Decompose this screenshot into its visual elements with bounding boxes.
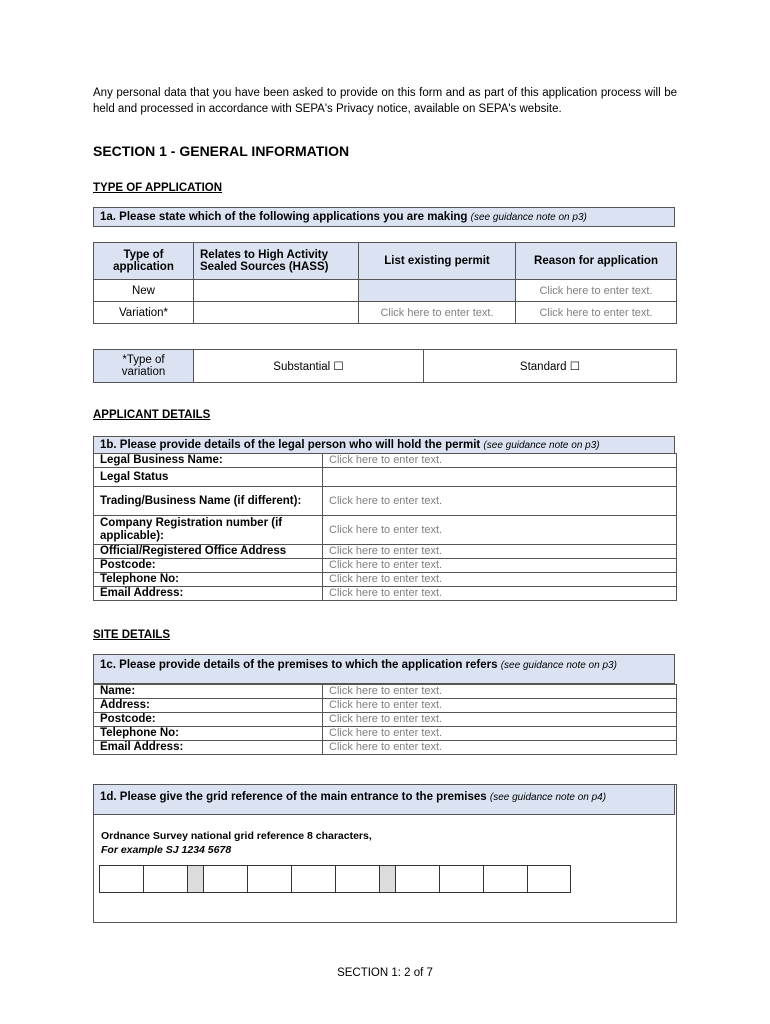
substantial-checkbox[interactable]: Substantial ☐	[194, 350, 424, 383]
row-label: Legal Business Name:	[94, 454, 323, 468]
row-label: Official/Registered Office Address	[94, 545, 323, 559]
site-email-field[interactable]: Click here to enter text.	[323, 741, 677, 755]
grid-cell[interactable]	[483, 865, 527, 893]
table-row	[94, 699, 677, 713]
table-row	[94, 685, 677, 699]
privacy-notice: Any personal data that you have been asked to provide on this form and as part of this application process will be held and processed in accordance with SEPA's Privacy notice, available on SEPA's website.	[93, 87, 677, 115]
grid-cell[interactable]	[291, 865, 335, 893]
table-row	[94, 559, 677, 573]
permit-new-cell	[359, 280, 516, 302]
grid-separator	[379, 865, 395, 893]
type-new: New	[94, 280, 194, 302]
row-label: Legal Status	[94, 468, 323, 487]
grid-cell[interactable]	[335, 865, 379, 893]
site-telephone-field[interactable]: Click here to enter text.	[323, 727, 677, 741]
table-row	[94, 487, 677, 516]
trading-name-field[interactable]: Click here to enter text.	[323, 487, 677, 516]
site-table	[93, 684, 677, 755]
table-row	[94, 280, 677, 302]
hass-new-field[interactable]	[194, 280, 359, 302]
permit-variation-field[interactable]: Click here to enter text.	[359, 302, 516, 324]
table-row	[94, 727, 677, 741]
row-label: Email Address:	[94, 741, 323, 755]
grid-cell[interactable]	[143, 865, 187, 893]
table-row	[94, 454, 677, 468]
table-row	[94, 713, 677, 727]
row-label: Telephone No:	[94, 727, 323, 741]
office-address-field[interactable]: Click here to enter text.	[323, 545, 677, 559]
question-1b: 1b. Please provide details of the legal person who will hold the permit (see guidance note on p3)	[93, 436, 675, 454]
grid-cell[interactable]	[99, 865, 143, 893]
table-row	[94, 573, 677, 587]
col-type: Type of application	[94, 243, 194, 280]
variation-type-table	[93, 349, 677, 383]
application-type-table	[93, 242, 677, 324]
row-label: Trading/Business Name (if different):	[94, 487, 323, 516]
company-reg-field[interactable]: Click here to enter text.	[323, 516, 677, 545]
page-footer: SECTION 1: 2 of 7	[337, 967, 433, 979]
table-row	[94, 587, 677, 601]
applicant-email-field[interactable]: Click here to enter text.	[323, 587, 677, 601]
grid-ref-line1: Ordnance Survey national grid reference 8 characters,	[101, 830, 372, 842]
row-label: Telephone No:	[94, 573, 323, 587]
type-variation: Variation*	[94, 302, 194, 324]
table-row	[94, 545, 677, 559]
grid-cell[interactable]	[527, 865, 571, 893]
applicant-telephone-field[interactable]: Click here to enter text.	[323, 573, 677, 587]
grid-ref-instructions	[101, 829, 372, 857]
applicant-postcode-field[interactable]: Click here to enter text.	[323, 559, 677, 573]
grid-cell[interactable]	[395, 865, 439, 893]
applicant-details-heading: APPLICANT DETAILS	[93, 409, 211, 421]
hass-variation-field[interactable]	[194, 302, 359, 324]
site-details-heading: SITE DETAILS	[93, 629, 171, 641]
question-1a: 1a. Please state which of the following applications you are making (see guidance note on p3)	[93, 207, 675, 227]
table-row	[94, 302, 677, 324]
col-hass: Relates to High Activity Sealed Sources (HASS)	[194, 243, 359, 280]
col-reason: Reason for application	[516, 243, 677, 280]
section-title: SECTION 1 - GENERAL INFORMATION	[93, 143, 350, 159]
table-row	[94, 741, 677, 755]
reason-new-field[interactable]: Click here to enter text.	[516, 280, 677, 302]
table-row	[94, 516, 677, 545]
row-label: Email Address:	[94, 587, 323, 601]
variation-type-label: *Type of variation	[94, 350, 194, 383]
grid-cell[interactable]	[247, 865, 291, 893]
grid-separator	[187, 865, 203, 893]
row-label: Postcode:	[94, 559, 323, 573]
row-label: Address:	[94, 699, 323, 713]
legal-status-field[interactable]	[323, 468, 677, 487]
row-label: Name:	[94, 685, 323, 699]
row-label: Company Registration number (if applicable):	[94, 516, 323, 545]
site-address-field[interactable]: Click here to enter text.	[323, 699, 677, 713]
grid-cell[interactable]	[439, 865, 483, 893]
standard-checkbox[interactable]: Standard ☐	[424, 350, 677, 383]
grid-ref-example: For example SJ 1234 5678	[101, 844, 232, 856]
reason-variation-field[interactable]: Click here to enter text.	[516, 302, 677, 324]
type-of-application-heading: TYPE OF APPLICATION	[93, 182, 223, 194]
site-postcode-field[interactable]: Click here to enter text.	[323, 713, 677, 727]
legal-business-name-field[interactable]: Click here to enter text.	[323, 454, 677, 468]
site-name-field[interactable]: Click here to enter text.	[323, 685, 677, 699]
table-row	[94, 468, 677, 487]
applicant-table	[93, 453, 677, 601]
question-1c: 1c. Please provide details of the premises to which the application refers (see guidance note on p3)	[93, 654, 675, 684]
grid-reference-input[interactable]	[99, 865, 571, 893]
row-label: Postcode:	[94, 713, 323, 727]
question-1d: 1d. Please give the grid reference of the main entrance to the premises (see guidance note on p4)	[93, 784, 675, 815]
col-permit: List existing permit	[359, 243, 516, 280]
grid-cell[interactable]	[203, 865, 247, 893]
